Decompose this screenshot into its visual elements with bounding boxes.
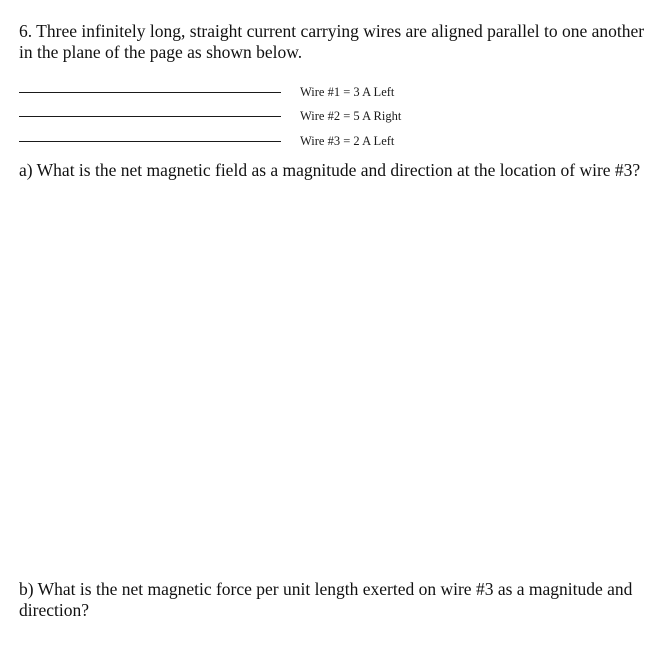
wire-2-row [19,107,439,127]
wire-3-label: Wire #3 = 2 A Left [300,134,395,148]
question-part-a: a) What is the net magnetic field as a magnitude and direction at the location of wire #3? [19,160,641,180]
problem-statement: 6. Three infinitely long, straight current carrying wires are aligned parallel to one another in the plane of the page as shown below. [19,21,645,62]
wire-1-label: Wire #1 = 3 A Left [300,85,395,99]
question-part-b: b) What is the net magnetic force per unit length exerted on wire #3 as a magnitude and direction? [19,579,633,620]
wire-3-row [19,132,439,152]
wire-1-row [19,83,439,103]
wire-1-line [19,92,281,93]
wire-3-line [19,141,281,142]
wire-2-line [19,116,281,117]
wire-2-label: Wire #2 = 5 A Right [300,109,402,123]
